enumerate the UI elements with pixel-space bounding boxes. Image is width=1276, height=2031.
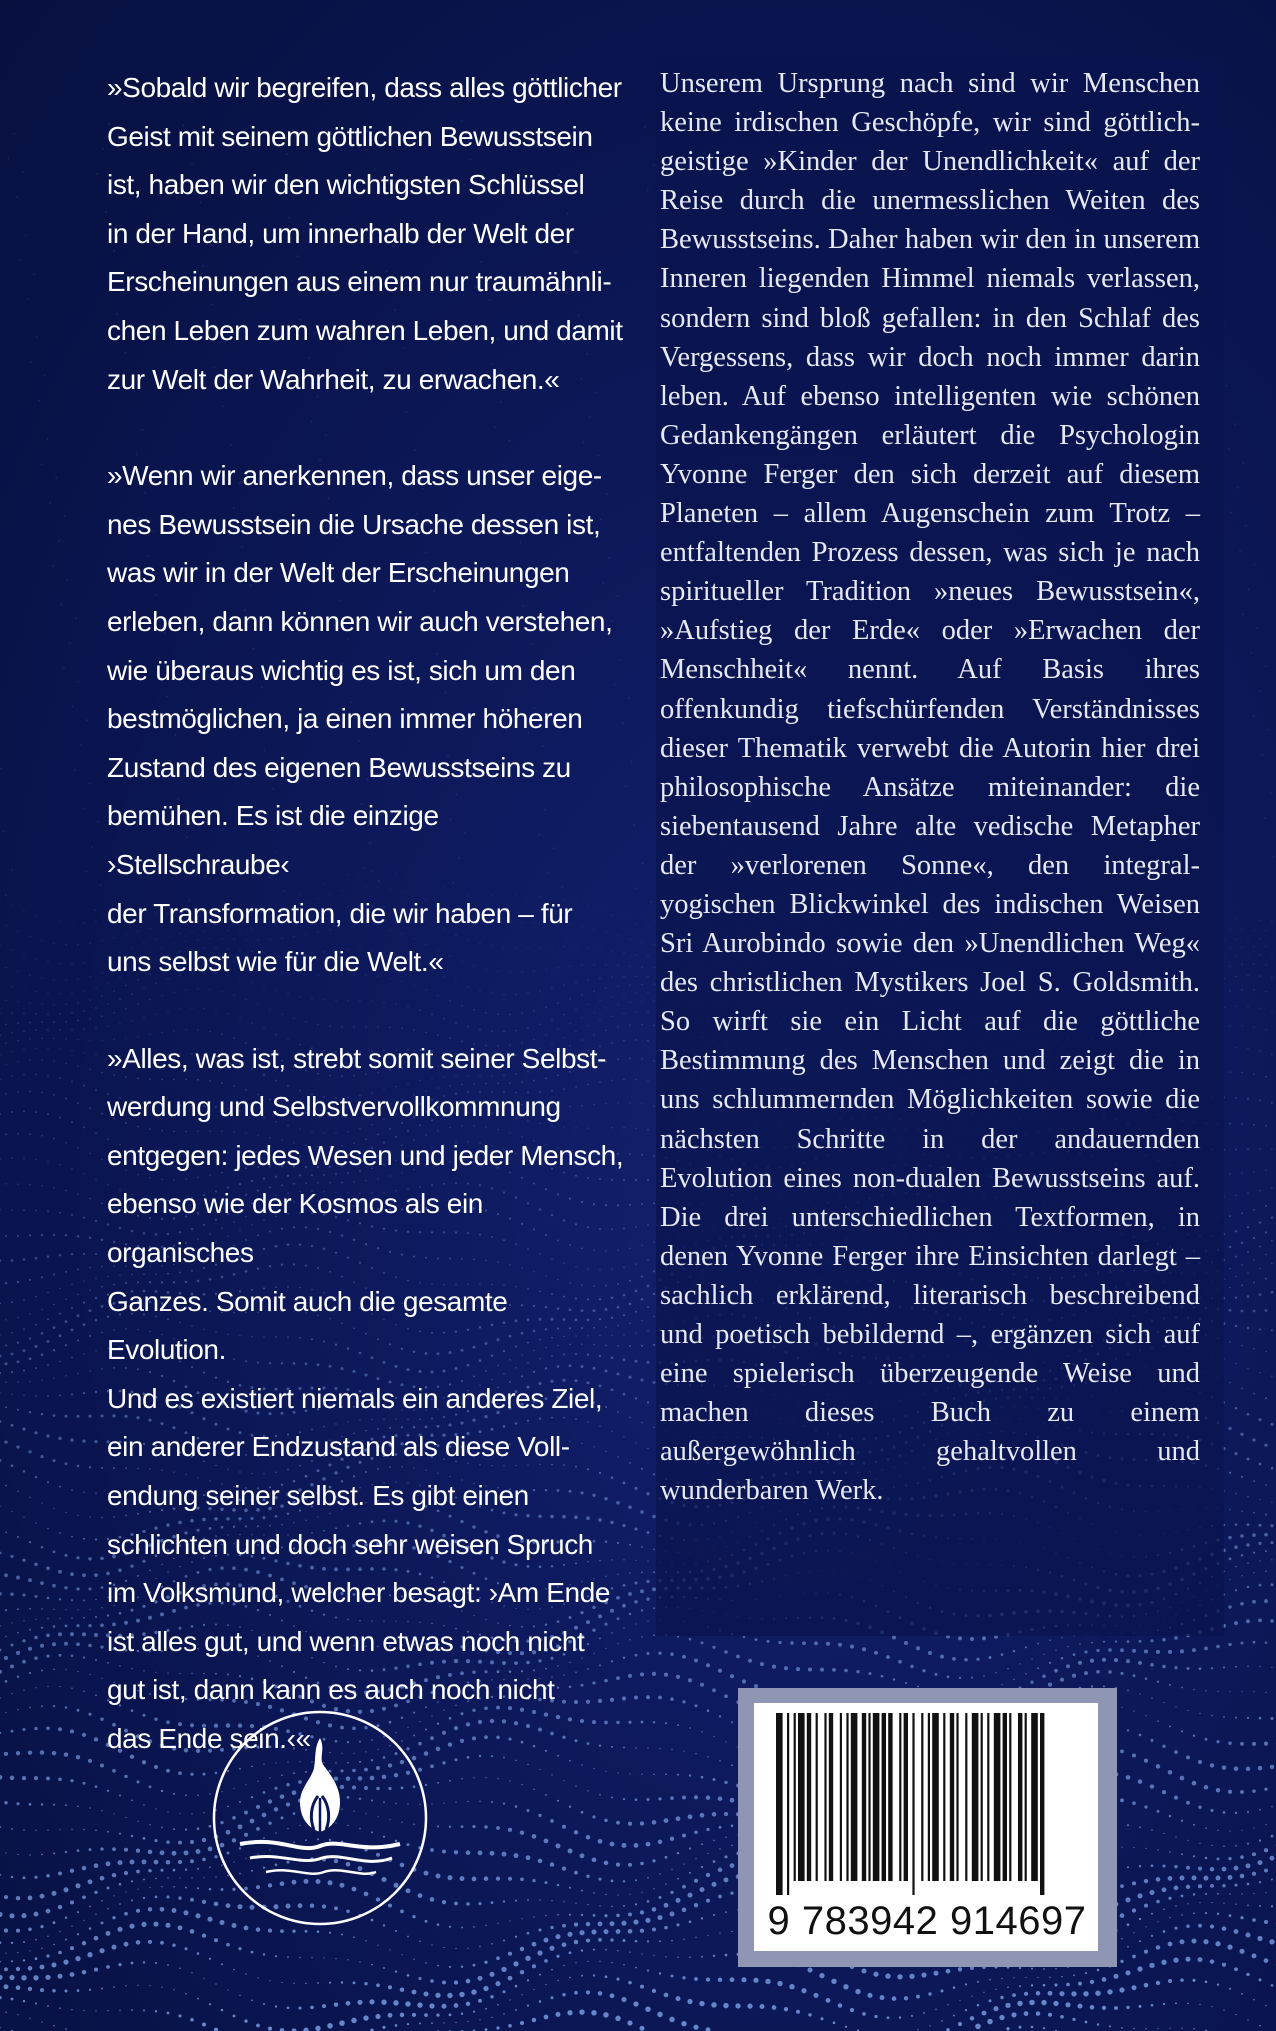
quote-3: »Alles, was ist, strebt somit seiner Selbst- werdung und Selbstvervollkommnung entgegen: jedes Wesen und jeder Mensch, ebenso wie der Kosmos als ein organisches Ganzes. Somit auch die gesamte Evolution. Und es existiert niemals ein anderes Ziel, ein anderer Endzustand als diese Voll- endung seiner selbst. Es gibt einen schlichten und doch sehr weisen Spruch im Volksmund, welcher besagt: ›Am Ende ist alles gut, und wenn etwas noch nicht gut ist, dann kann es auch noch nicht das Ende sein.‹«: [107, 1042, 624, 1754]
quote-column: [107, 64, 627, 1812]
barcode-frame: [738, 1688, 1117, 1967]
barcode: [754, 1703, 1098, 1951]
blurb-text: Unserem Ursprung nach sind wir Menschen keine irdischen Geschöpfe, wir sind göttlich-geistige »Kinder der Unendlichkeit« auf der Reise durch die unermesslichen Weiten des Bewusstseins. Daher haben wir den in unserem Inneren liegenden Himmel niemals verlassen, sondern sind bloß gefallen: in den Schlaf des Vergessens, dass wir doch noch immer darin leben. Auf ebenso intelligenten wie schönen Gedankengängen erläutert die Psychologin Yvonne Ferger den sich derzeit auf diesem Planeten – allem Augenschein zum Trotz – entfaltenden Prozess dessen, was sich je nach spiritueller Tradition »neues Bewusstsein«, »Aufstieg der Erde« oder »Erwachen der Menschheit« nennt. Auf Basis ihres offenkundig tiefschürfenden Verständnisses dieser Thematik verwebt die Autorin hier drei philosophische Ansätze miteinander: die siebentausend Jahre alte vedische Metapher der »verlorenen Sonne«, den integral-yogischen Blickwinkel des indischen Weisen Sri Aurobindo sowie den »Unendlichen Weg« des christlichen Mystikers Joel S. Goldsmith. So wirft sie ein Licht auf die göttliche Bestimmung des Menschen und zeigt die in uns schlummernden Möglichkeiten sowie die nächsten Schritte in der andauernden Evolution eines non-dualen Bewusstseins auf. Die drei unterschiedlichen Textformen, in denen Yvonne Ferger ihre Einsichten darlegt – sachlich erklärend, literarisch beschreibend und poetisch bebildernd –, ergänzen sich auf eine spielerisch überzeugende Weise und machen dieses Buch zu einem außergewöhnlich gehaltvollen und wunderbaren Werk.: [660, 68, 1200, 1507]
quote-1: »Sobald wir begreifen, dass alles göttlicher Geist mit seinem göttlichen Bewusstsein ist, haben wir den wichtigsten Schlüssel in der Hand, um innerhalb der Welt der Erscheinungen aus einem nur traumähnli- chen Leben zum wahren Leben, und damit zur Welt der Wahrheit, zu erwachen.«: [107, 72, 623, 395]
isbn-number: 9 783942 914697: [767, 1899, 1087, 1943]
quote-2: »Wenn wir anerkennen, dass unser eige- nes Bewusstsein die Ursache dessen ist, was wir in der Welt der Erscheinungen erleben, dann können wir auch verstehen, wie überaus wichtig es ist, sich um den bestmöglichen, ja einen immer höheren Zustand des eigenen Bewusstseins zu bemühen. Es ist die einzige ›Stellschraube‹ der Transformation, die wir haben – für uns selbst wie für die Welt.«: [107, 460, 613, 978]
flame-over-water-icon: [210, 1708, 430, 1928]
barcode-bars: [764, 1713, 1088, 1903]
blurb-column: [660, 64, 1200, 1510]
